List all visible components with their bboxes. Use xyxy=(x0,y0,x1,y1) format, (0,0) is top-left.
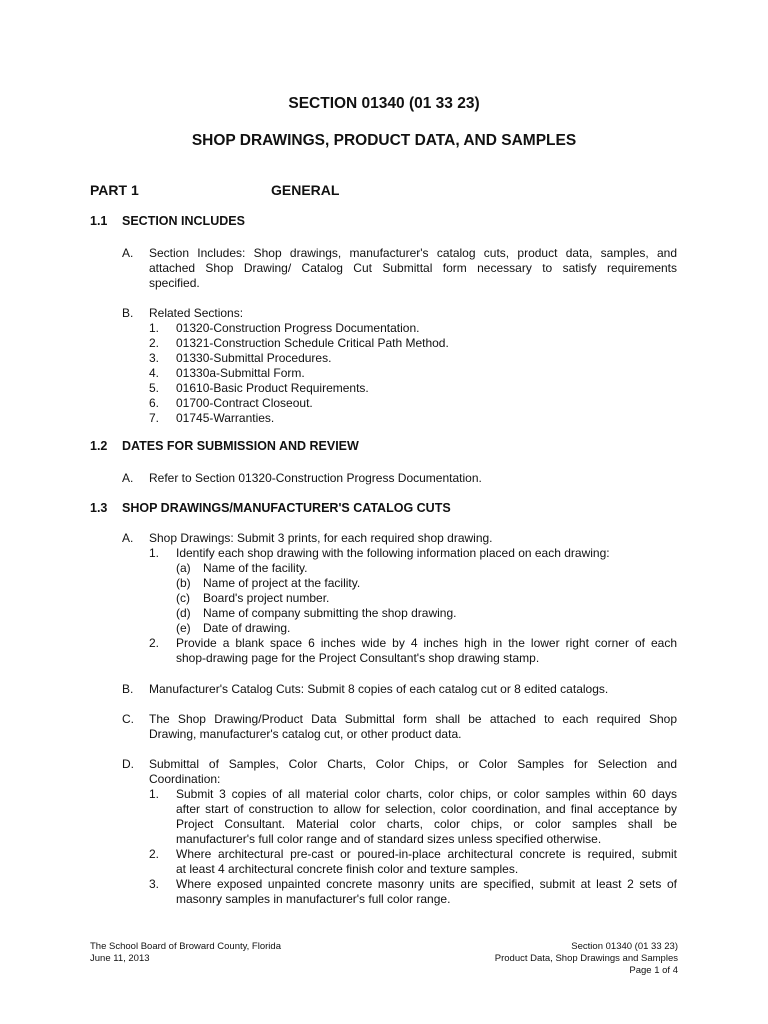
list-item-number: 7. xyxy=(149,411,160,425)
footer-organization: The School Board of Broward County, Florida xyxy=(90,941,281,952)
list-item-number: 1. xyxy=(149,321,160,335)
footer-date: June 11, 2013 xyxy=(90,953,150,964)
list-item: 01330-Submittal Procedures. xyxy=(176,351,332,365)
paragraph-line: The Shop Drawing/Product Data Submittal form shall be attached to each required Shop xyxy=(149,712,677,726)
paragraph-line: Where exposed unpainted concrete masonry units are specified, submit at least 2 sets of xyxy=(176,877,677,891)
list-item-number: 3. xyxy=(149,877,160,891)
sub-item: Name of company submitting the shop drawing. xyxy=(203,606,457,620)
list-item-number: 4. xyxy=(149,366,160,380)
paragraph-section-includes xyxy=(149,246,677,291)
article-1-2-number: 1.2 xyxy=(90,439,108,453)
list-item-number: 6. xyxy=(149,396,160,410)
list-item-number: 3. xyxy=(149,351,160,365)
paragraph-line: manufacturer's full color range and of standard sizes unless specified otherwise. xyxy=(176,832,602,846)
paragraph-line: Submit 3 copies of all material color charts, color chips, or color samples within 60 days xyxy=(176,787,677,801)
sub-item: Name of the facility. xyxy=(203,561,308,575)
paragraph-line: at least 4 architectural concrete finish color and texture samples. xyxy=(176,862,519,876)
footer-section-number: Section 01340 (01 33 23) xyxy=(571,941,678,952)
paragraph-b-marker: B. xyxy=(122,682,134,696)
article-1-3-number: 1.3 xyxy=(90,501,108,515)
sub-item-marker: (b) xyxy=(176,576,191,590)
list-item-color-charts xyxy=(176,787,677,847)
part-title: GENERAL xyxy=(271,182,340,198)
part-label: PART 1 xyxy=(90,182,139,198)
paragraph-line: Provide a blank space 6 inches wide by 4 inches high in the lower right corner of each xyxy=(176,636,677,650)
section-title: SHOP DRAWINGS, PRODUCT DATA, AND SAMPLES xyxy=(191,132,577,149)
sub-item-marker: (a) xyxy=(176,561,191,575)
list-item-number: 2. xyxy=(149,847,160,861)
paragraph-line: Coordination: xyxy=(149,772,221,786)
related-sections-label: Related Sections: xyxy=(149,306,244,320)
list-item: 01610-Basic Product Requirements. xyxy=(176,381,369,395)
list-item: 01330a-Submittal Form. xyxy=(176,366,305,380)
article-1-2-heading: DATES FOR SUBMISSION AND REVIEW xyxy=(122,439,359,453)
sub-item-marker: (c) xyxy=(176,591,190,605)
paragraph-d-marker: D. xyxy=(122,757,134,771)
paragraph-a-marker: A. xyxy=(122,471,134,485)
sub-item: Name of project at the facility. xyxy=(203,576,361,590)
list-item-blank-space xyxy=(176,636,677,666)
list-item-masonry xyxy=(176,877,677,907)
paragraph-line: specified. xyxy=(149,276,200,290)
paragraph-a-marker: A. xyxy=(122,531,134,545)
paragraph-line: Submittal of Samples, Color Charts, Color Chips, or Color Samples for Selection and xyxy=(149,757,677,771)
paragraph-shop-drawings: Shop Drawings: Submit 3 prints, for each required shop drawing. xyxy=(149,531,493,545)
paragraph-submittal-form xyxy=(149,712,677,742)
paragraph-line: attached Shop Drawing/ Catalog Cut Submittal form necessary to satisfy requirements xyxy=(149,261,677,275)
article-1-1-heading: SECTION INCLUDES xyxy=(122,214,245,228)
paragraph-b-marker: B. xyxy=(122,306,134,320)
footer-section-title: Product Data, Shop Drawings and Samples xyxy=(494,953,678,964)
sub-item-marker: (d) xyxy=(176,606,191,620)
list-item: 01321-Construction Schedule Critical Path Method. xyxy=(176,336,449,350)
sub-item: Board's project number. xyxy=(203,591,330,605)
section-number: SECTION 01340 (01 33 23) xyxy=(288,95,480,112)
paragraph-line: Project Consultant. Material color charts, color chips, or color samples shall be xyxy=(176,817,677,831)
paragraph-line: after start of construction to allow for selection, color coordination, and final acceptance by xyxy=(176,802,677,816)
list-item-number: 2. xyxy=(149,636,160,650)
paragraph-line: shop-drawing page for the Project Consultant's shop drawing stamp. xyxy=(176,651,540,665)
footer-page-number: Page 1 of 4 xyxy=(629,965,678,976)
list-item-number: 1. xyxy=(149,546,160,560)
paragraph-line: Drawing, manufacturer's catalog cut, or other product data. xyxy=(149,727,462,741)
sub-item-marker: (e) xyxy=(176,621,191,635)
paragraph-line: masonry samples in manufacturer's full color range. xyxy=(176,892,451,906)
list-item: 01700-Contract Closeout. xyxy=(176,396,313,410)
paragraph-dates-refer: Refer to Section 01320-Construction Progress Documentation. xyxy=(149,471,482,485)
list-item-number: 1. xyxy=(149,787,160,801)
list-item-number: 5. xyxy=(149,381,160,395)
sub-item: Date of drawing. xyxy=(203,621,291,635)
list-item: 01745-Warranties. xyxy=(176,411,275,425)
paragraph-a-marker: A. xyxy=(122,246,134,260)
paragraph-c-marker: C. xyxy=(122,712,134,726)
list-item: 01320-Construction Progress Documentation. xyxy=(176,321,420,335)
list-item-identify: Identify each shop drawing with the following information placed on each drawing: xyxy=(176,546,610,560)
article-1-3-heading: SHOP DRAWINGS/MANUFACTURER'S CATALOG CUTS xyxy=(122,501,451,515)
list-item-concrete xyxy=(176,847,677,877)
paragraph-line: Where architectural pre-cast or poured-in-place architectural concrete is required, submit xyxy=(176,847,677,861)
list-item-number: 2. xyxy=(149,336,160,350)
paragraph-samples xyxy=(149,757,677,787)
paragraph-catalog-cuts: Manufacturer's Catalog Cuts: Submit 8 copies of each catalog cut or 8 edited catalogs. xyxy=(149,682,609,696)
paragraph-line: Section Includes: Shop drawings, manufacturer's catalog cuts, product data, samples, and xyxy=(149,246,677,260)
article-1-1-number: 1.1 xyxy=(90,214,108,228)
